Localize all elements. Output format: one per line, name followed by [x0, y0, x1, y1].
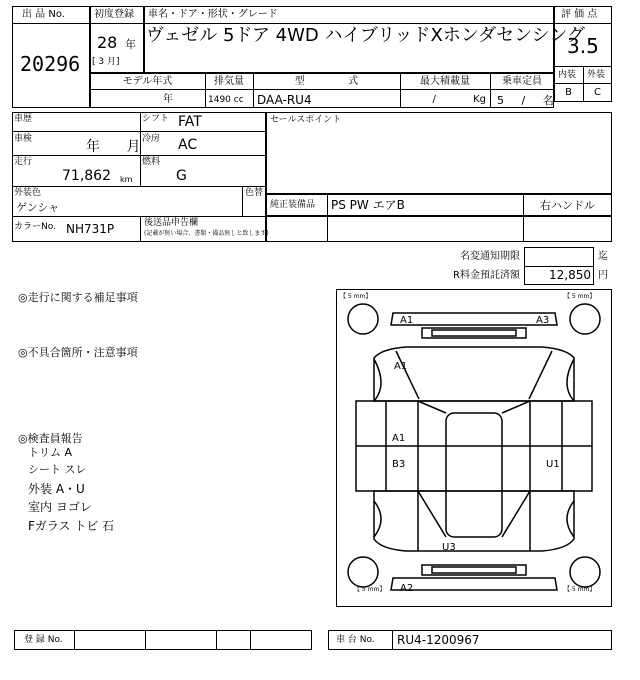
inspector-report-label: ◎検査員報告 [18, 432, 83, 445]
interior-grade: B [565, 87, 572, 98]
type-label: 型 式 [294, 76, 359, 87]
first-registration-month: [ 3 月] [92, 57, 120, 67]
exterior-label: 外装 [587, 70, 606, 80]
divider [145, 630, 146, 650]
fuel-value: G [176, 168, 187, 184]
tire-front-right [570, 304, 600, 334]
repaint-label: 色替 [245, 188, 264, 198]
car-diagram-svg [336, 289, 612, 607]
aircon-label: 冷房 [142, 134, 161, 144]
registration-number-label: 登 録 No. [24, 635, 63, 645]
divider [12, 186, 266, 187]
aftermarket-right-box [266, 216, 612, 242]
inspector-line: 室内 ヨゴレ [28, 500, 92, 514]
displacement-label: 排気量 [214, 76, 244, 87]
tailgate-lines [418, 491, 530, 551]
divider [327, 216, 328, 242]
damage-mark: B3 [392, 459, 406, 470]
damage-mark: A1 [400, 315, 414, 326]
sales-point-label: セールスポイント [270, 115, 342, 125]
score-label: 評 価 点 [561, 9, 598, 20]
hood-lines [396, 351, 552, 399]
model-year-unit: 年 [163, 94, 173, 105]
damage-mark: A1 [392, 433, 406, 444]
steering: 右ハンドル [540, 199, 595, 212]
rear-bumper [391, 578, 557, 590]
chassis-number: RU4-1200967 [397, 633, 480, 647]
name-change-unit: 迄 [598, 251, 608, 262]
divider [216, 630, 217, 650]
max-load: / Kg [432, 94, 486, 105]
tire-label-tl: 【 5 mm】 [340, 293, 372, 300]
divider [12, 131, 266, 132]
door-lines [356, 401, 592, 491]
inspector-line: 外装 A・U [28, 482, 85, 496]
inspector-line: シート スレ [28, 463, 87, 476]
hood-outline [374, 347, 574, 401]
divider [554, 23, 612, 24]
car-name: ヴェゼル 5ドア 4WD ハイブリッドXホンダセンシング [146, 25, 585, 46]
inspection-value: 年 月 [86, 139, 141, 155]
mileage-label: 走行 [14, 157, 33, 167]
divider [242, 186, 243, 216]
inspector-line: トリム A [28, 446, 73, 459]
tire-label-bl: 【 5 mm】 [354, 586, 386, 593]
rear-fenders [374, 501, 574, 537]
divider [12, 216, 266, 217]
recycle-value: 12,850 [549, 268, 591, 282]
divider [327, 194, 328, 216]
divider [74, 630, 75, 650]
color-number: NH731P [66, 222, 115, 236]
aftermarket-label: 後送品申告欄 [144, 218, 199, 228]
window-lines [418, 401, 530, 537]
name-change-value-box [524, 247, 594, 267]
divider [250, 630, 251, 650]
type: DAA-RU4 [257, 93, 312, 107]
tire-rear-left [348, 557, 378, 587]
divider [90, 89, 554, 90]
capacity-label: 乗車定員 [502, 76, 542, 87]
first-registration-year: 28 [97, 33, 118, 52]
name-change-label: 名変通知期限 [460, 251, 520, 262]
divider [12, 23, 90, 24]
score-value: 3.5 [567, 34, 599, 58]
equipment-value: PS PW エアB [331, 198, 405, 212]
recycle-label: R料金預託済額 [453, 270, 520, 281]
divider [12, 155, 266, 156]
tire-rear-right [570, 557, 600, 587]
front-bumper [391, 313, 557, 325]
tire-label-br: 【 5 mm】 [564, 586, 596, 593]
model-year-label: モデル年式 [122, 76, 173, 87]
damage-mark: A2 [400, 583, 414, 594]
max-load-label: 最大積載量 [420, 76, 470, 87]
driving-notes-label: ◎走行に関する補足事項 [18, 291, 138, 304]
exterior-color-label: 外装色 [14, 188, 42, 198]
mileage-unit: km [120, 175, 133, 184]
lot-number: 20296 [20, 52, 81, 76]
recycle-unit: 円 [598, 270, 608, 281]
rear-outline [374, 491, 574, 551]
damage-mark: A3 [536, 315, 550, 326]
year-unit: 年 [125, 38, 136, 51]
damage-mark: A1 [394, 361, 408, 372]
fuel-label: 燃料 [142, 157, 161, 167]
rear-garnish-inner [432, 567, 516, 573]
mileage-value: 71,862 [62, 168, 111, 184]
divider [523, 216, 524, 242]
tire-front-left [348, 304, 378, 334]
divider [90, 23, 144, 24]
divider [144, 23, 554, 24]
damage-mark: U3 [442, 542, 456, 553]
exterior-grade: C [594, 87, 601, 98]
tire-label-tr: 【 5 mm】 [564, 293, 596, 300]
aircon-value: AC [178, 137, 198, 153]
capacity: 5 / 名 [497, 94, 554, 107]
inspector-line: Fガラス トビ 石 [28, 519, 115, 533]
displacement: 1490 cc [208, 95, 244, 105]
equipment-label: 純正装備品 [270, 200, 316, 210]
aftermarket-note: (記載が無い場合、書類・備品無しと致します) [144, 230, 269, 237]
car-name-label: 車名・ドア・形状・グレード [148, 9, 278, 20]
interior-label: 内装 [558, 70, 577, 80]
lot-number-label: 出 品 No. [22, 9, 65, 20]
inspection-label: 車検 [14, 134, 33, 144]
divider [140, 216, 141, 242]
divider [392, 630, 393, 650]
defect-notes-label: ◎不具合箇所・注意事項 [18, 346, 138, 359]
chassis-number-label: 車 台 No. [336, 635, 375, 645]
front-grille-inner [432, 330, 516, 336]
damage-mark: U1 [546, 459, 560, 470]
shift-value: FAT [178, 114, 202, 130]
roof [446, 413, 502, 537]
shift-label: シフト [142, 114, 170, 124]
exterior-color: ゲンシャ [16, 201, 60, 214]
history-label: 車歴 [14, 114, 33, 124]
color-number-label: カラーNo. [14, 222, 56, 232]
first-registration-label: 初度登録 [94, 9, 134, 20]
